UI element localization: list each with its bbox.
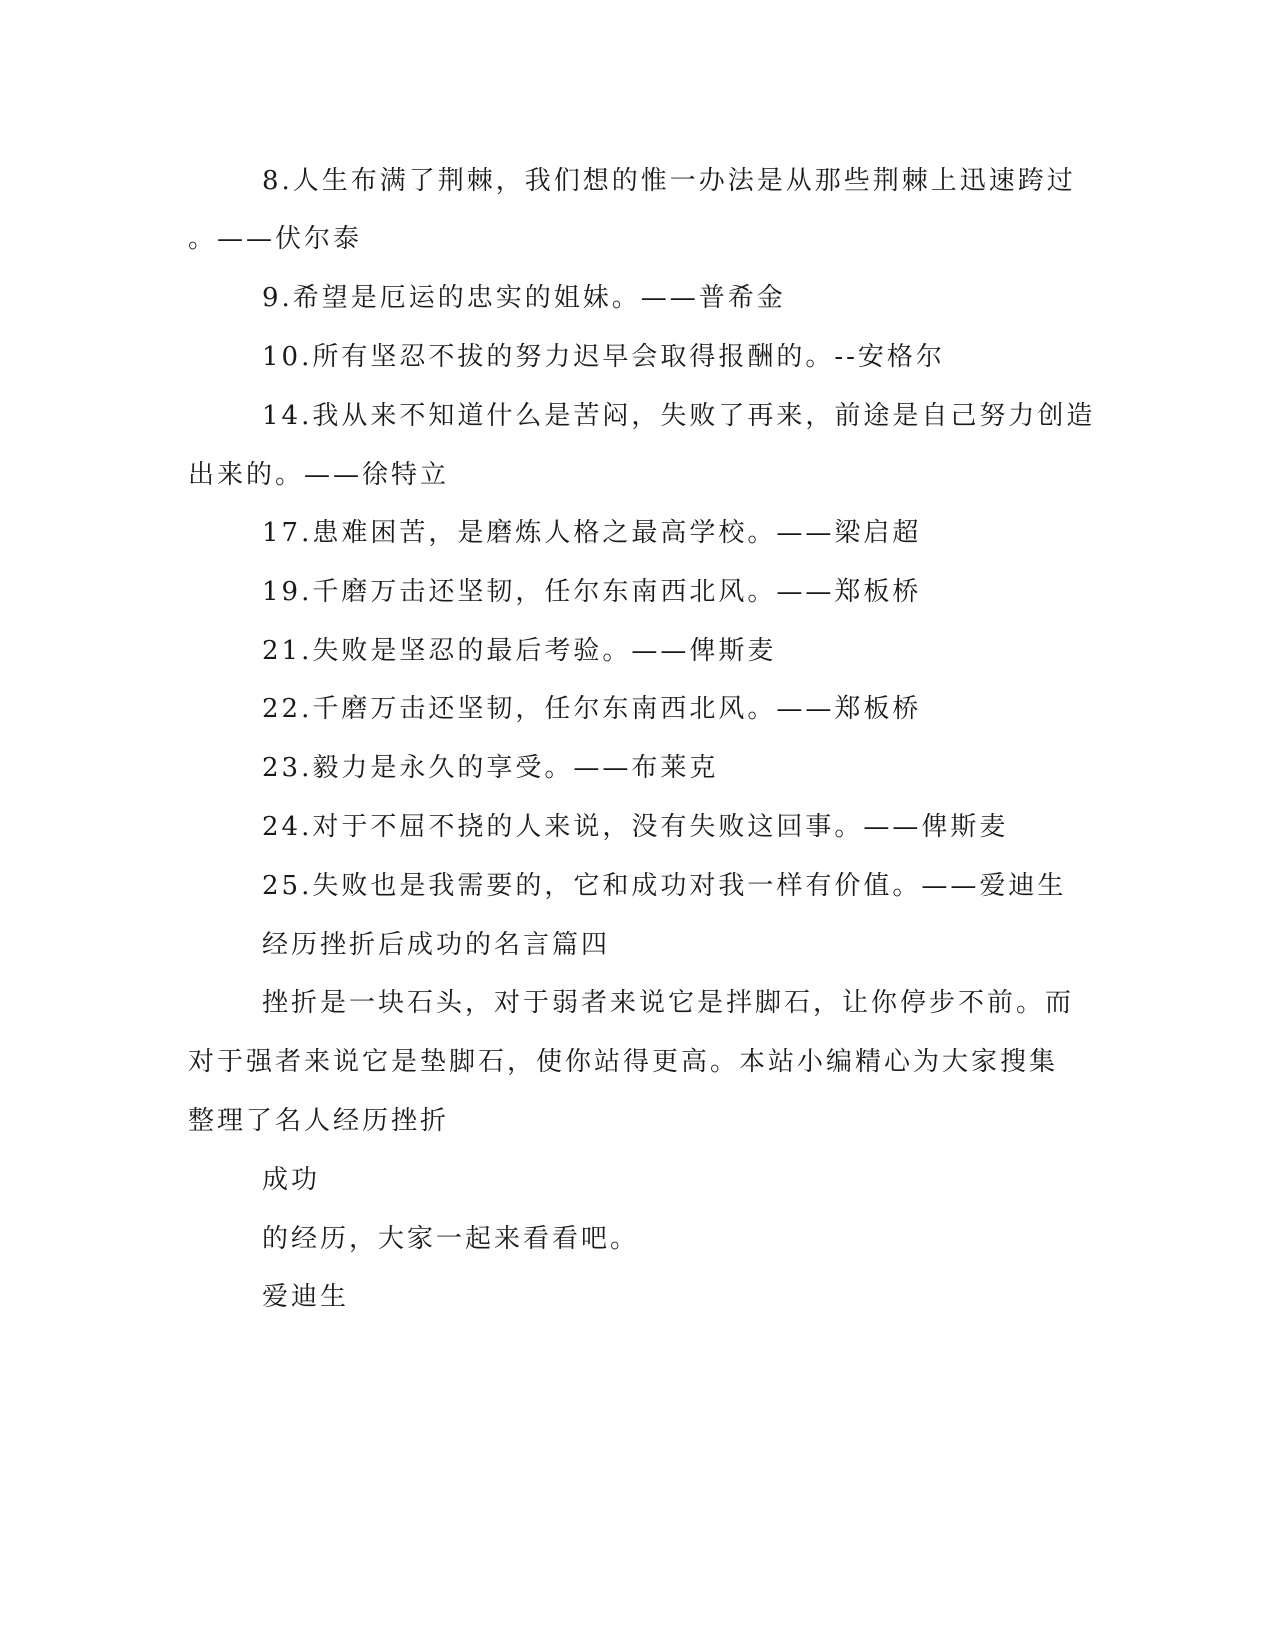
quote-8-line-2: 。——伏尔泰 <box>188 224 363 254</box>
quote-21: 21.失败是坚忍的最后考验。——俾斯麦 <box>262 636 777 666</box>
quote-19: 19.千磨万击还坚韧，任尔东南西北风。——郑板桥 <box>262 577 922 607</box>
paragraph-line-2: 对于强者来说它是垫脚石，使你站得更高。本站小编精心为大家搜集 <box>188 1047 1059 1077</box>
quote-23: 23.毅力是永久的享受。——布莱克 <box>262 753 719 783</box>
subheading-edison: 爱迪生 <box>262 1282 350 1312</box>
paragraph-line-5: 的经历，大家一起来看看吧。 <box>262 1224 640 1254</box>
section-heading: 经历挫折后成功的名言篇四 <box>262 930 611 960</box>
quote-8-line-1: 8.人生布满了荆棘，我们想的惟一办法是从那些荆棘上迅速跨过 <box>262 166 1076 196</box>
paragraph-line-3: 整理了名人经历挫折 <box>188 1106 450 1136</box>
quote-14-line-2: 出来的。——徐特立 <box>188 460 450 490</box>
quote-17: 17.患难困苦，是磨炼人格之最高学校。——梁启超 <box>262 518 922 548</box>
quote-14-line-1: 14.我从来不知道什么是苦闷，失败了再来，前途是自己努力创造 <box>262 401 1096 431</box>
paragraph-line-4: 成功 <box>262 1165 321 1195</box>
quote-25: 25.失败也是我需要的，它和成功对我一样有价值。——爱迪生 <box>262 871 1067 901</box>
quote-22: 22.千磨万击还坚韧，任尔东南西北风。——郑板桥 <box>262 694 922 724</box>
quote-24: 24.对于不屈不挠的人来说，没有失败这回事。——俾斯麦 <box>262 812 1009 842</box>
quote-9: 9.希望是厄运的忠实的姐妹。——普希金 <box>262 283 786 313</box>
paragraph-line-1: 挫折是一块石头，对于弱者来说它是拌脚石，让你停步不前。而 <box>262 988 1075 1018</box>
quote-10: 10.所有坚忍不拔的努力迟早会取得报酬的。--安格尔 <box>262 342 945 372</box>
